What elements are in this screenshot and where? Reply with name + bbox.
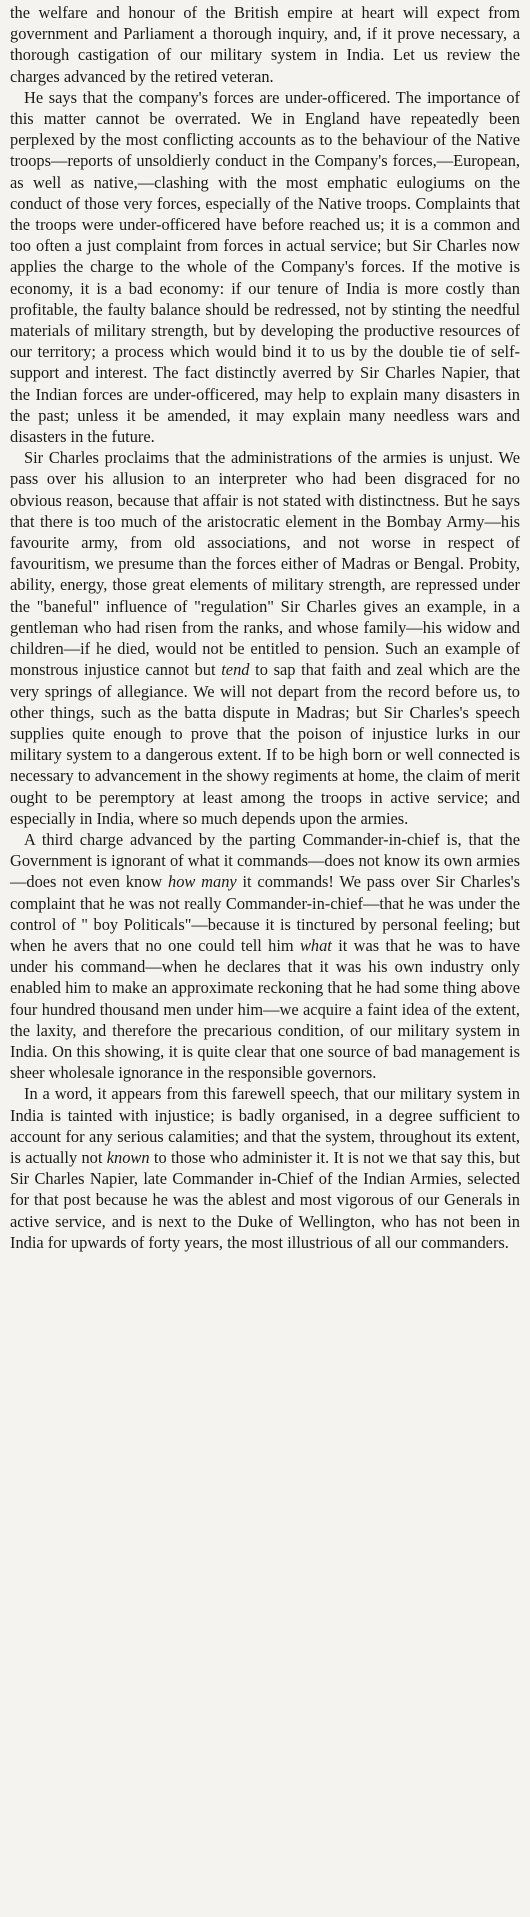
article-paragraph xyxy=(10,447,520,829)
paragraph-text: the welfare and honour of the British empire at heart will expect from government and Parliament a thorough inquiry, and, if it prove necessary, a thorough castigation of our military system in India. Let us review the charges advanced by the retired veteran. xyxy=(10,3,520,86)
italic-text: known xyxy=(106,1147,150,1167)
article-paragraph xyxy=(10,87,520,447)
italic-text: what xyxy=(299,935,332,955)
paragraph-text: In a word, it appears from this farewell speech, that our military system in India is tainted with injustice; is badly organised, in a degree sufficient to account for any serious calamities; and that the system, throughout its extent, is actually not xyxy=(10,1084,520,1167)
article-paragraph xyxy=(10,829,520,1083)
italic-text: how many xyxy=(168,872,237,892)
paragraph-text: to those who administer it. It is not we that say this, but Sir Charles Napier, late Commander in-Chief of the Indian Armies, selected for that post because he was the ablest and most vigorous of our Generals in active service, and is next to the Duke of Wellington, who has not been in India for upwards of forty years, the most illustrious of all our commanders. xyxy=(10,1147,520,1252)
paragraph-text: it was that he was to have under his command—when he declares that it was his own industry only enabled him to make an approximate reckoning that he had some thing above four hundred thousand men under him—we acquire a faint idea of the extent, the laxity, and therefore the precarious condition, of our military system in India. On this showing, it is quite clear that one source of bad management is sheer wholesale ignorance in the responsible governors. xyxy=(10,935,520,1083)
paragraph-text: Sir Charles proclaims that the administrations of the armies is unjust. We pass over his allusion to an interpreter who had been disgraced for no obvious reason, because that affair is not stated with distinctness. But he says that there is too much of the aristocratic element in the Bombay Army—his favourite army, from old associations, and not worse in respect of favouritism, we presume than the forces either of Madras or Bengal. Probity, ability, energy, those great elements of military strength, are repressed under the "baneful" influence of "regulation" Sir Charles gives an example, in a gentleman who had risen from the ranks, and whose family—his widow and children—if he died, would not be entitled to pension. Such an example of monstrous injustice cannot but xyxy=(10,448,520,680)
article-paragraph xyxy=(10,1083,520,1253)
article-paragraph xyxy=(10,2,520,87)
paragraph-text: it commands! We pass over Sir Charles's complaint that he was not really Commander-in-chief—that he was under the control of " boy Politicals"—because it is tinctured by personal feeling; but when he avers that no one could tell him xyxy=(10,872,520,955)
paragraph-text: He says that the company's forces are under-officered. The importance of this matter cannot be overrated. We in England have repeatedly been perplexed by the most conflicting accounts as to the behaviour of the Native troops—reports of unsoldierly conduct in the Company's forces,—European, as well as native,—clashing with the most emphatic eulogiums on the conduct of those very forces, especially of the Native troops. Complaints that the troops were under-officered have before reached us; it is a common and too often a just complaint from forces in actual service; but Sir Charles now applies the charge to the whole of the Company's forces. If the motive is economy, it is a bad economy: if our tenure of India is more costly than profitable, the faulty balance should be redressed, not by stinting the needful materials of military strength, but by developing the productive resources of our territory; a process which would bind it to us by the double tie of self-support and interest. The fact distinctly averred by Sir Charles Napier, that the Indian forces are under-officered, may help to explain many disasters in the past; unless it be amended, it may explain many needless wars and disasters in the future. xyxy=(10,87,520,447)
italic-text: tend xyxy=(221,660,250,680)
paragraph-text: A third charge advanced by the parting Commander-in-chief is, that the Government is ignorant of what it commands—does not know its own armies—does not even know xyxy=(10,829,520,892)
paragraph-text: to sap that faith and zeal which are the very springs of allegiance. We will not depart from the record before us, to other things, such as the batta dispute in Madras; but Sir Charles's speech supplies quite enough to prove that the poison of injustice lurks in our military system to a dangerous extent. If to be high born or well connected is necessary to advancement in the showy regiments at home, the claim of merit ought to be peremptory at least among the troops in active service; and especially in India, where so much depends upon the armies. xyxy=(10,660,521,828)
